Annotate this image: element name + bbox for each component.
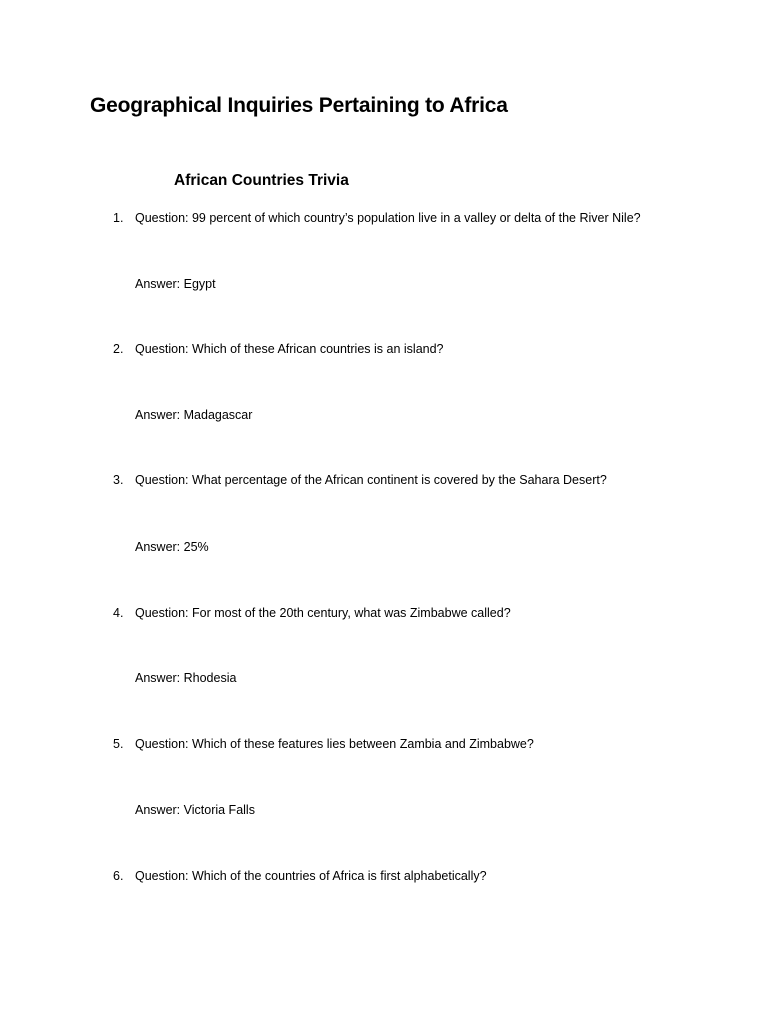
item-number: 3. — [113, 473, 124, 487]
question-text: Question: Which of these features lies between Zambia and Zimbabwe? — [135, 737, 534, 751]
item-number: 4. — [113, 606, 124, 620]
item-number: 5. — [113, 737, 124, 751]
answer-text: Answer: Egypt — [135, 277, 216, 291]
question-text: Question: 99 percent of which country’s population live in a valley or delta of the River Nile? — [135, 211, 641, 225]
question-text: Question: What percentage of the African continent is covered by the Sahara Desert? — [135, 473, 607, 487]
section-title: African Countries Trivia — [174, 172, 349, 189]
question-text: Question: Which of the countries of Africa is first alphabetically? — [135, 869, 487, 883]
item-number: 1. — [113, 211, 124, 225]
item-number: 2. — [113, 342, 124, 356]
question-text: Question: For most of the 20th century, what was Zimbabwe called? — [135, 606, 511, 620]
answer-text: Answer: Rhodesia — [135, 671, 237, 685]
answer-text: Answer: Madagascar — [135, 408, 253, 422]
document-title: Geographical Inquiries Pertaining to Africa — [90, 94, 508, 117]
answer-text: Answer: 25% — [135, 540, 209, 554]
item-number: 6. — [113, 869, 124, 883]
question-text: Question: Which of these African countries is an island? — [135, 342, 444, 356]
answer-text: Answer: Victoria Falls — [135, 803, 255, 817]
